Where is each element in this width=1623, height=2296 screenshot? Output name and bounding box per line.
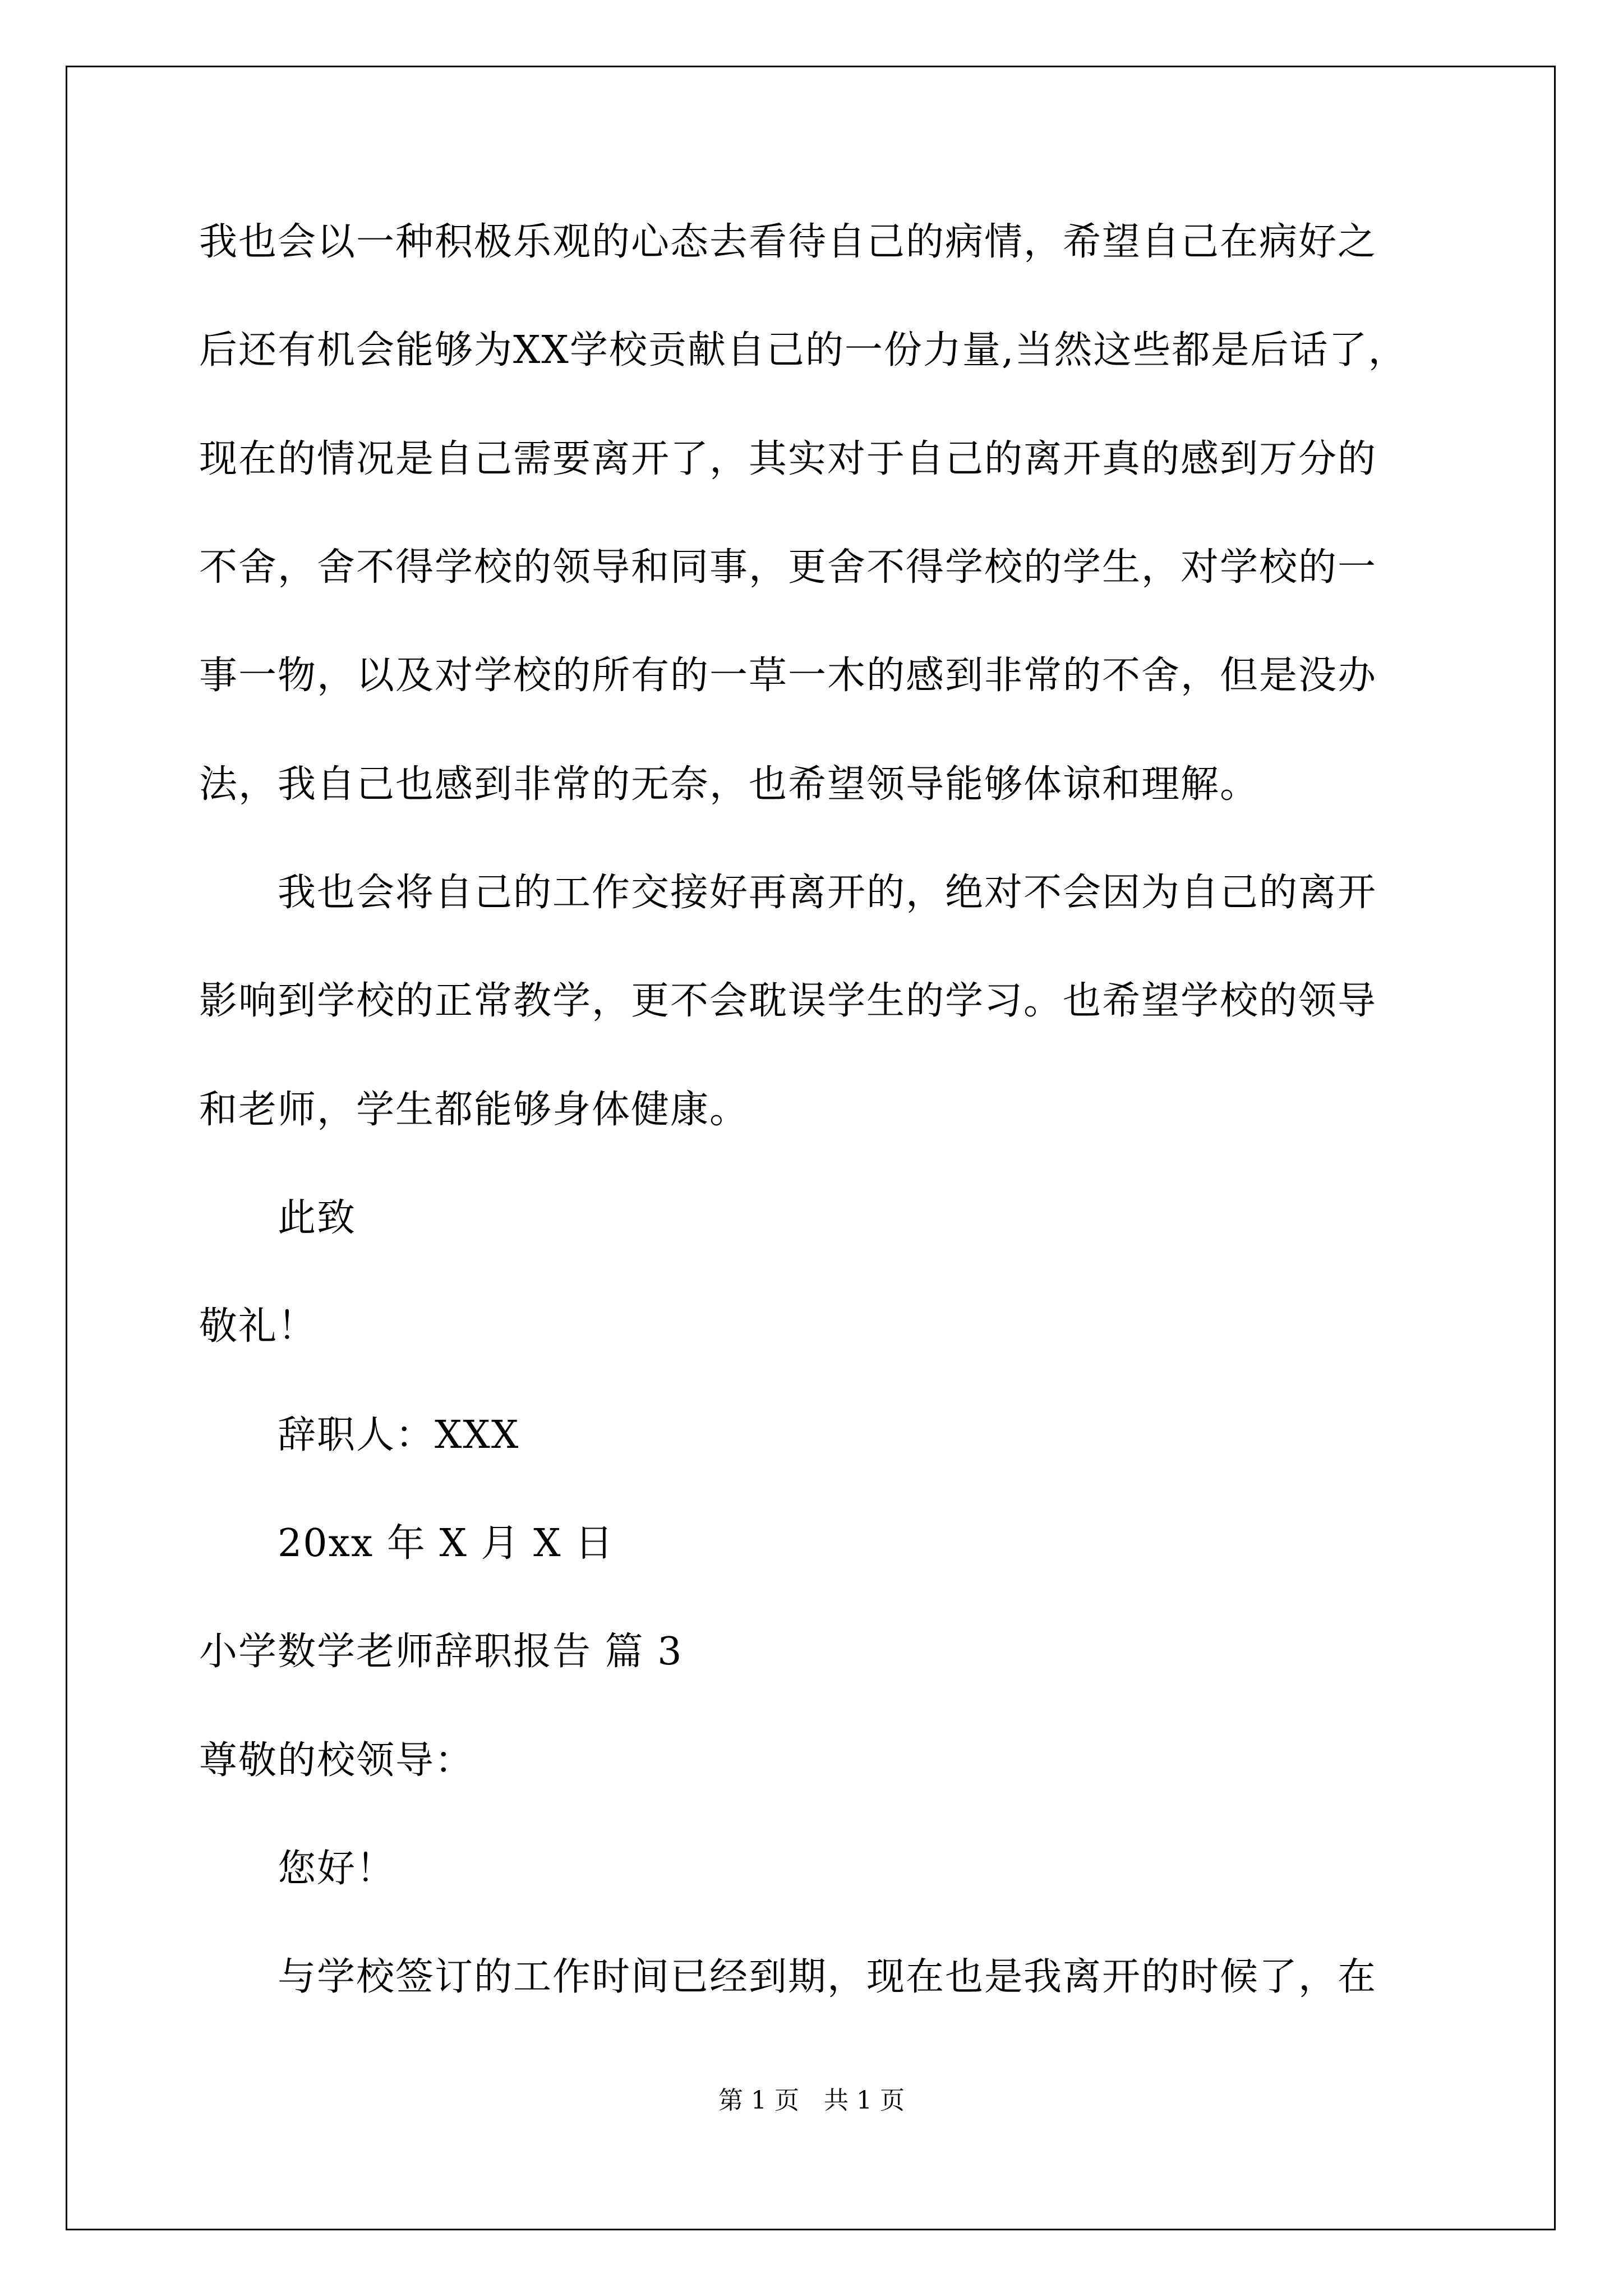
letter-greeting: 您好！ <box>278 1847 396 1891</box>
paragraph-line: 后还有机会能够为XX学校贡献自己的一份力量,当然这些都是后话了， <box>199 328 1408 372</box>
section-heading: 小学数学老师辞职报告 篇 3 <box>199 1630 683 1674</box>
paragraph-line: 事一物，以及对学校的所有的一草一木的感到非常的不舍，但是没办 <box>199 654 1377 698</box>
paragraph-line: 我也会将自己的工作交接好再离开的，绝对不会因为自己的离开 <box>278 871 1377 915</box>
paragraph-line: 和老师，学生都能够身体健康。 <box>199 1088 749 1132</box>
paragraph-line: 法，我自己也感到非常的无奈，也希望领导能够体谅和理解。 <box>199 762 1260 807</box>
paragraph-line: 现在的情况是自己需要离开了，其实对于自己的离开真的感到万分的 <box>199 437 1377 481</box>
closing-regards: 敬礼！ <box>199 1304 317 1349</box>
paragraph-line: 与学校签订的工作时间已经到期，现在也是我离开的时候了，在 <box>278 1955 1377 1999</box>
paragraph-line: 不舍，舍不得学校的领导和同事，更舍不得学校的学生，对学校的一 <box>199 545 1377 590</box>
letter-addressee: 尊敬的校领导： <box>199 1738 474 1783</box>
page-border <box>66 66 1556 2230</box>
signature-name: 辞职人：XXX <box>278 1413 520 1457</box>
paragraph-line: 影响到学校的正常教学，更不会耽误学生的学习。也希望学校的领导 <box>199 979 1377 1023</box>
paragraph-line: 我也会以一种积极乐观的心态去看待自己的病情，希望自己在病好之 <box>199 220 1377 264</box>
page-footer: 第 1 页 共 1 页 <box>718 2086 905 2115</box>
closing-salutation: 此致 <box>278 1196 357 1240</box>
signature-date: 20xx 年 X 月 X 日 <box>278 1521 615 1566</box>
